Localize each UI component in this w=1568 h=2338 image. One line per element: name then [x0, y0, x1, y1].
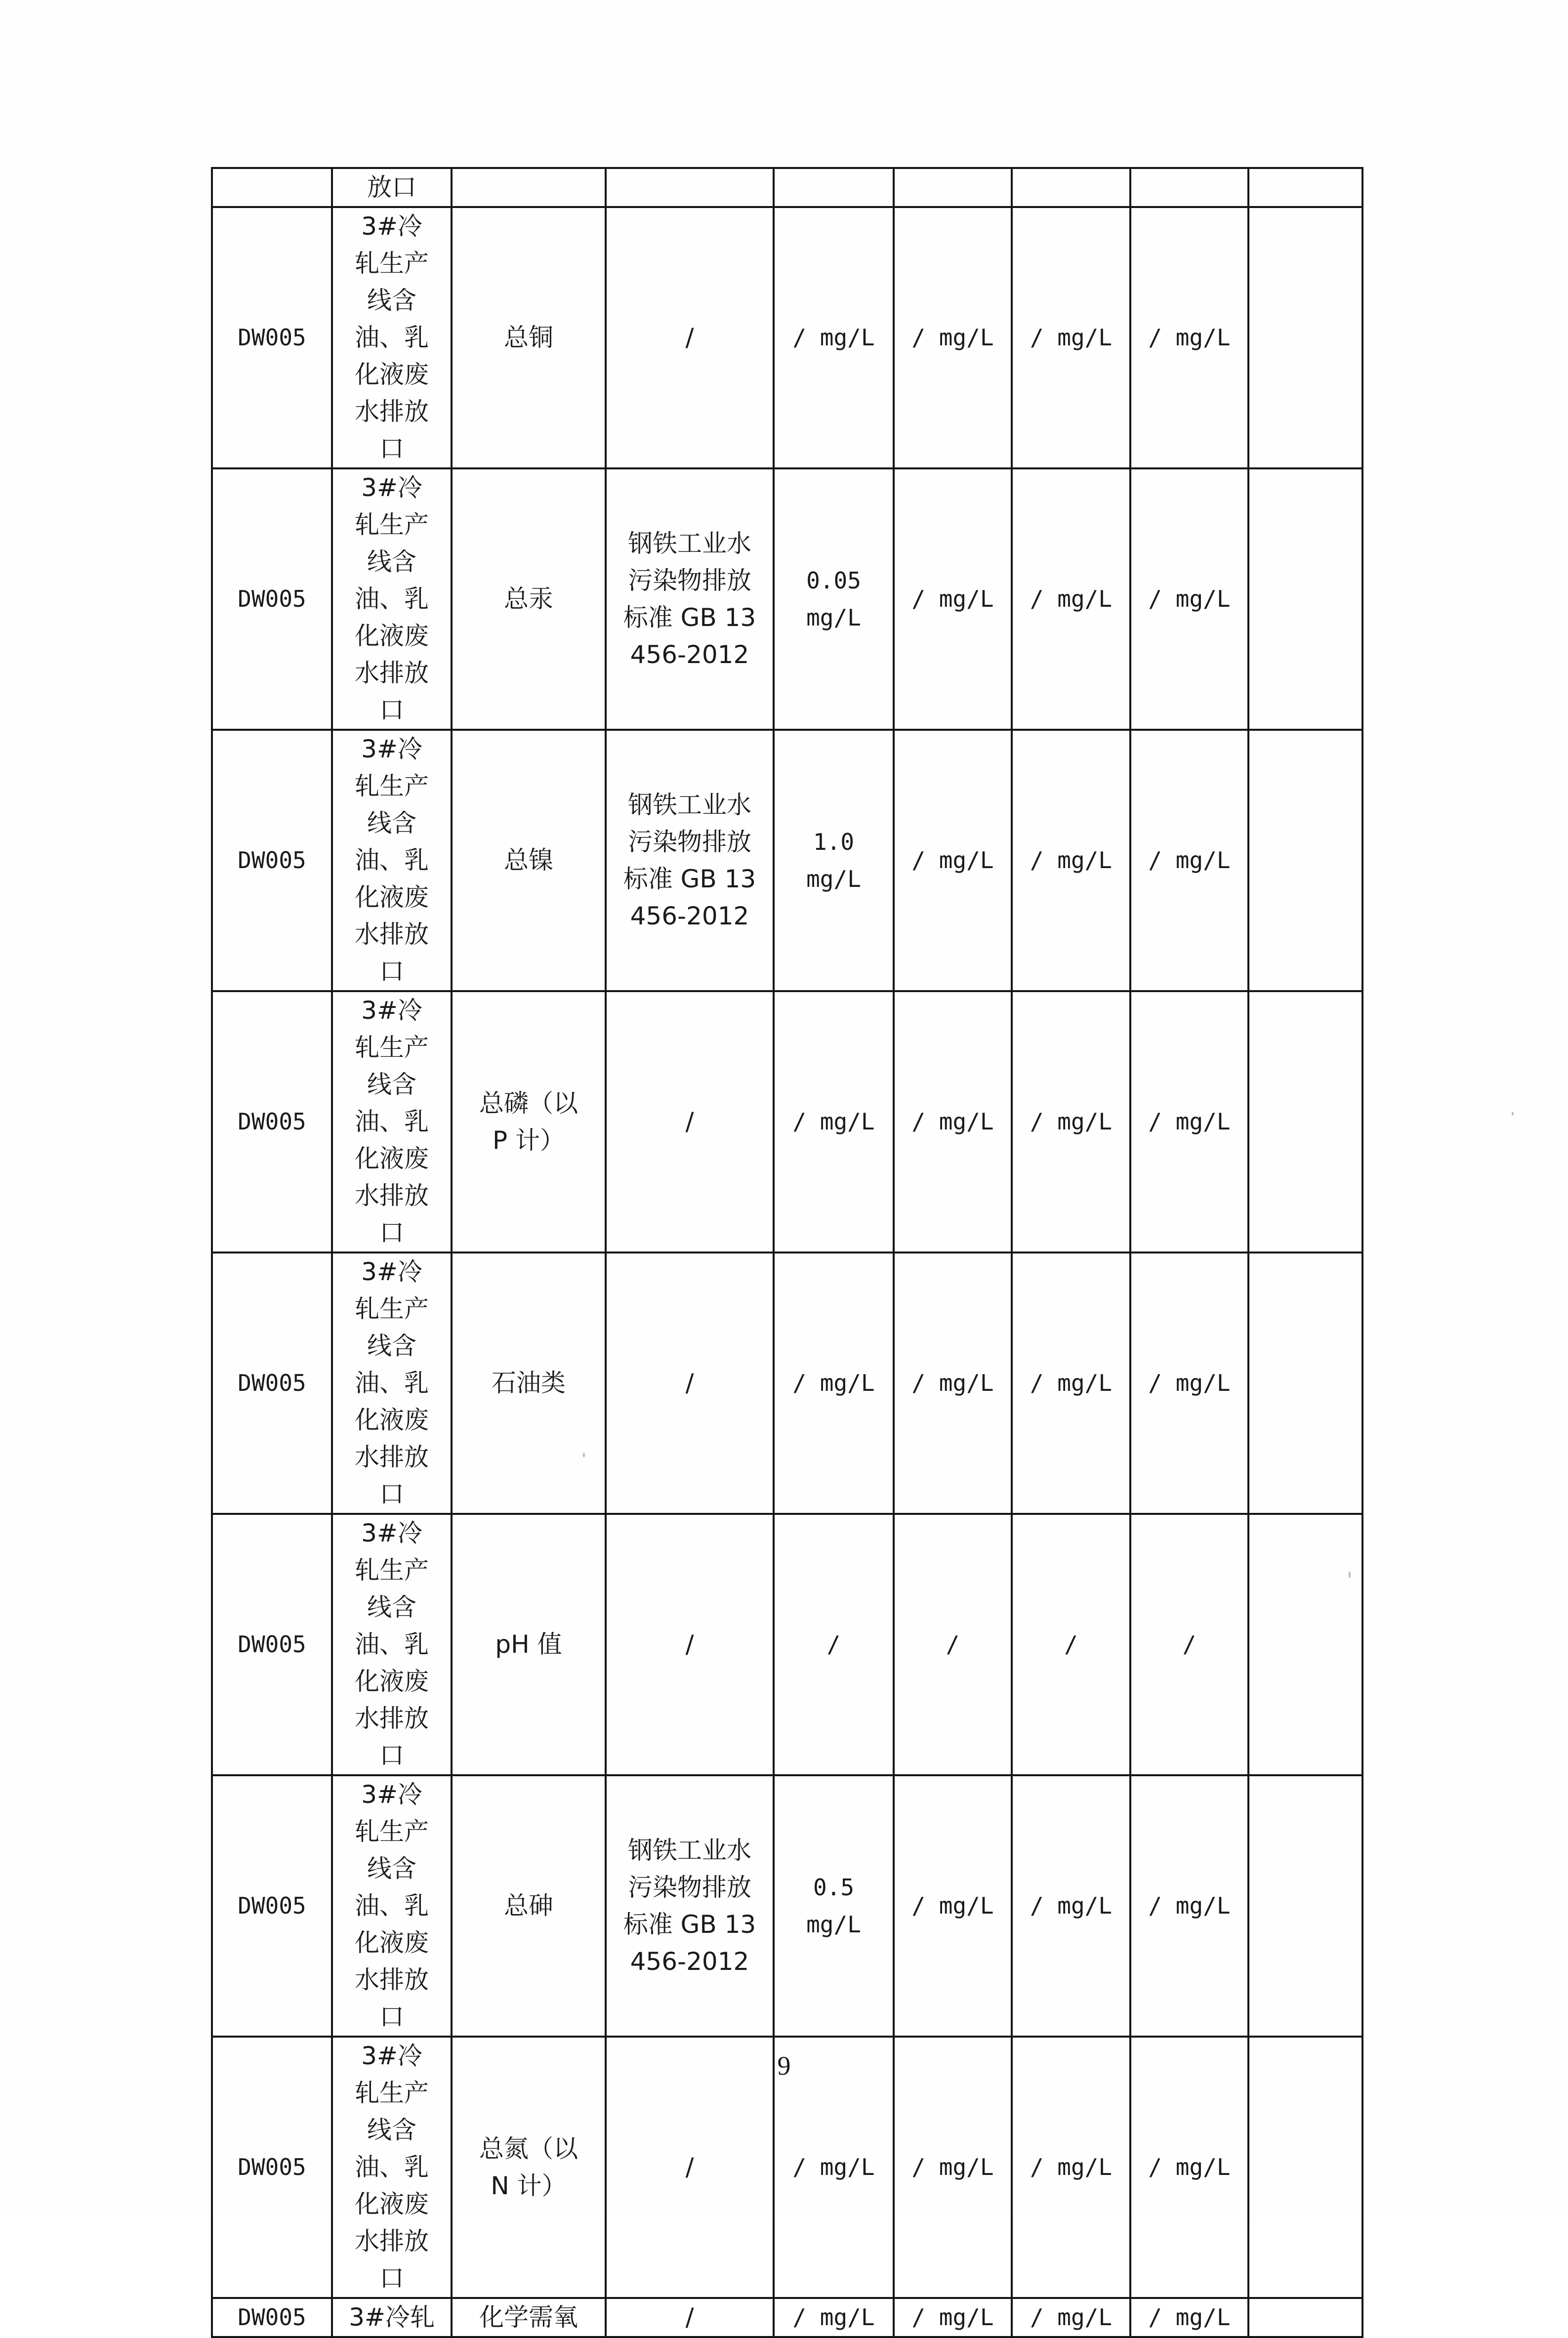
table-row: [212, 730, 1362, 991]
value-cell-2: /: [1012, 1514, 1130, 1775]
value-cell-3: / mg/L: [1130, 1252, 1248, 1514]
value-cell-3: / mg/L: [1130, 730, 1248, 991]
outlet-name-cell: [332, 1775, 452, 2037]
value-cell-1: / mg/L: [894, 2037, 1012, 2298]
limit-cell: / mg/L: [774, 2298, 894, 2337]
outlet-name-cell: [332, 991, 452, 1252]
value-cell-4: [1248, 730, 1362, 991]
standard-text: /: [685, 1369, 694, 1397]
pollutant-name: 石油类: [492, 1369, 566, 1397]
value-cell-1: / mg/L: [894, 1775, 1012, 2037]
pollutant-cell: [452, 730, 606, 991]
value-cell-3: / mg/L: [1130, 991, 1248, 1252]
value-cell-3: / mg/L: [1130, 468, 1248, 730]
value-cell-3: / mg/L: [1130, 2298, 1248, 2337]
value-cell-2: / mg/L: [1012, 468, 1130, 730]
limit-cell: / mg/L: [774, 2037, 894, 2298]
value-cell-4: [1248, 207, 1362, 468]
value-cell-1: / mg/L: [894, 207, 1012, 468]
outlet-name: 3#冷轧生产线含油、乳化液废水排放口: [355, 212, 429, 463]
outlet-id-cell: DW005: [212, 2298, 332, 2337]
value-cell-1: / mg/L: [894, 730, 1012, 991]
value-cell-3: [1130, 168, 1248, 207]
table-row-truncated: [212, 2298, 1362, 2337]
value-cell-4: [1248, 1514, 1362, 1775]
limit-cell: /: [774, 1514, 894, 1775]
pollutant-cell: [452, 468, 606, 730]
outlet-id-cell: DW005: [212, 991, 332, 1252]
value-cell-1: / mg/L: [894, 1252, 1012, 1514]
value-cell-2: / mg/L: [1012, 991, 1130, 1252]
value-cell-4: [1248, 991, 1362, 1252]
value-cell-1: / mg/L: [894, 468, 1012, 730]
pollutant-cell: [452, 1252, 606, 1514]
limit-cell: / mg/L: [774, 991, 894, 1252]
outlet-name: 3#冷轧生产线含油、乳化液废水排放口: [355, 2042, 429, 2293]
limit-cell: / mg/L: [774, 207, 894, 468]
outlet-name-cell: [332, 1252, 452, 1514]
outlet-id-cell: [212, 168, 332, 207]
pollutant-name: pH 值: [495, 1630, 562, 1659]
limit-cell: / mg/L: [774, 1252, 894, 1514]
outlet-name: 3#冷轧生产线含油、乳化液废水排放口: [355, 1780, 429, 2031]
table-row: [212, 1514, 1362, 1775]
limit-cell: [774, 730, 894, 991]
value-cell-2: [1012, 168, 1130, 207]
pollutant-cell: [452, 991, 606, 1252]
outlet-id-cell: DW005: [212, 468, 332, 730]
table-row: [212, 207, 1362, 468]
value-cell-2: / mg/L: [1012, 730, 1130, 991]
table-row: [212, 1775, 1362, 2037]
limit-cell: [774, 468, 894, 730]
value-cell-1: / mg/L: [894, 991, 1012, 1252]
table-row-continued: [212, 168, 1362, 207]
standard-cell: [606, 1775, 774, 2037]
pollutant-name: 总磷（以 P 计）: [479, 1088, 578, 1155]
outlet-name-cell: [332, 468, 452, 730]
limit-cell: [774, 1775, 894, 2037]
value-cell-1: /: [894, 1514, 1012, 1775]
pollutant-name: 总氮（以 N 计）: [479, 2134, 578, 2200]
standard-cell: [606, 168, 774, 207]
table-row: [212, 1252, 1362, 1514]
standard-cell: [606, 730, 774, 991]
value-cell-2: / mg/L: [1012, 207, 1130, 468]
outlet-id-cell: DW005: [212, 1514, 332, 1775]
value-cell-1: / mg/L: [894, 2298, 1012, 2337]
standard-text: /: [685, 1630, 694, 1659]
standard-text: /: [685, 323, 694, 352]
limit-value: 1.0 mg/L: [806, 828, 861, 892]
value-cell-4: [1248, 2298, 1362, 2337]
value-cell-2: / mg/L: [1012, 2298, 1130, 2337]
value-cell-3: / mg/L: [1130, 2037, 1248, 2298]
standard-cell: [606, 991, 774, 1252]
outlet-name: 放口: [367, 173, 416, 202]
value-cell-4: [1248, 1775, 1362, 2037]
outlet-name-cell: [332, 730, 452, 991]
limit-value: 0.05 mg/L: [806, 567, 861, 631]
standard-cell: [606, 207, 774, 468]
outlet-name-cell: [332, 207, 452, 468]
value-cell-2: / mg/L: [1012, 2037, 1130, 2298]
outlet-name-cell: 3#冷轧: [332, 2298, 452, 2337]
value-cell-4: [1248, 1252, 1362, 1514]
monitoring-table: [211, 167, 1363, 2338]
standard-text: /: [685, 1107, 694, 1136]
pollutant-cell: [452, 207, 606, 468]
value-cell-1: [894, 168, 1012, 207]
scan-speck: [583, 1453, 585, 1458]
pollutant-name: 总铜: [504, 323, 553, 352]
outlet-id-cell: DW005: [212, 1252, 332, 1514]
outlet-name-cell: [332, 168, 452, 207]
limit-cell: [774, 168, 894, 207]
standard-cell: [606, 468, 774, 730]
standard-cell: [606, 1252, 774, 1514]
standard-text: 钢铁工业水污染物排放标准 GB 13456-2012: [623, 1836, 756, 1976]
limit-value: 0.5 mg/L: [806, 1874, 861, 1938]
table-row: [212, 468, 1362, 730]
value-cell-4: [1248, 468, 1362, 730]
page-number: 9: [777, 2051, 791, 2081]
standard-text: /: [685, 2153, 694, 2181]
pollutant-cell: [452, 168, 606, 207]
value-cell-3: /: [1130, 1514, 1248, 1775]
outlet-id-cell: DW005: [212, 2037, 332, 2298]
outlet-name: 3#冷轧生产线含油、乳化液废水排放口: [355, 996, 429, 1247]
value-cell-2: / mg/L: [1012, 1252, 1130, 1514]
outlet-name: 3#冷轧生产线含油、乳化液废水排放口: [355, 1257, 429, 1508]
value-cell-3: / mg/L: [1130, 1775, 1248, 2037]
outlet-name: 3#冷轧生产线含油、乳化液废水排放口: [355, 735, 429, 986]
value-cell-3: / mg/L: [1130, 207, 1248, 468]
standard-cell: [606, 1514, 774, 1775]
table-row: [212, 991, 1362, 1252]
scan-speck: [1512, 1112, 1514, 1116]
value-cell-2: / mg/L: [1012, 1775, 1130, 2037]
pollutant-name: 总汞: [504, 584, 553, 613]
pollutant-cell: 化学需氧: [452, 2298, 606, 2337]
outlet-id-cell: DW005: [212, 730, 332, 991]
standard-text: 钢铁工业水污染物排放标准 GB 13456-2012: [623, 529, 756, 669]
pollutant-cell: [452, 1775, 606, 2037]
outlet-name: 3#冷轧生产线含油、乳化液废水排放口: [355, 1519, 429, 1770]
pollutant-name: 总镍: [504, 846, 553, 875]
outlet-id-cell: DW005: [212, 207, 332, 468]
outlet-name-cell: [332, 1514, 452, 1775]
outlet-name: 3#冷轧生产线含油、乳化液废水排放口: [355, 473, 429, 724]
standard-text: 钢铁工业水污染物排放标准 GB 13456-2012: [623, 790, 756, 930]
value-cell-4: [1248, 168, 1362, 207]
pollutant-name: 总砷: [504, 1891, 553, 1920]
scan-speck: [1349, 1571, 1351, 1578]
pollutant-cell: [452, 1514, 606, 1775]
standard-cell: /: [606, 2298, 774, 2337]
outlet-id-cell: DW005: [212, 1775, 332, 2037]
